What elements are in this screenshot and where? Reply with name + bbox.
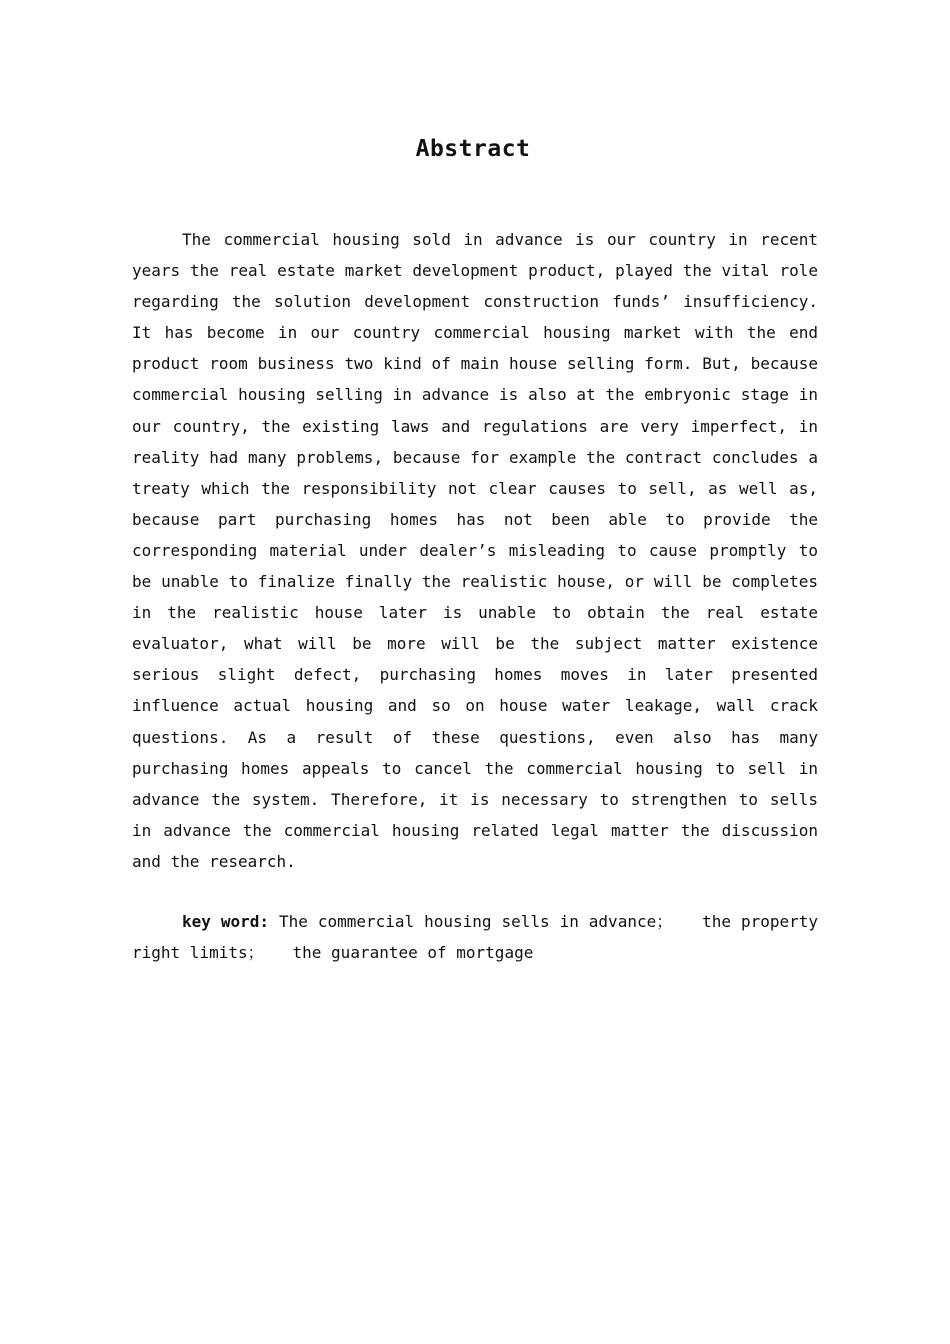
abstract-title: Abstract [415,136,531,162]
abstract-body: The commercial housing sold in advance is our country in recent years the real estate market development product, played the vital role regarding the solution development construction funds’ insufficiency. It has become in our country commercial housing market with the end product room business two kind of main house selling form. But, because commercial housing selling in advance is also at the embryonic stage in our country, the existing laws and regulations are very imperfect, in reality had many problems, because for example the contract concludes a treaty which the responsibility not clear causes to sell, as well as, because part purchasing homes has not been able to provide the corresponding material under dealer’s misleading to cause promptly to be unable to finalize finally the realistic house, or will be completes in the realistic house later is unable to obtain the real estate evaluator, what will be more will be the subject matter existence serious slight defect, purchasing homes moves in later presented influence actual housing and so on house water leakage, wall crack questions. As a result of these questions, even also has many purchasing homes appeals to cancel the commercial housing to sell in advance the system. Therefore, it is necessary to strengthen to sells in advance the commercial housing related legal matter the discussion and the research. [132,230,818,871]
keyword-item: The commercial housing sells in advance； [278,912,673,931]
keywords-label: key word: [182,912,270,931]
keyword-item: the guarantee of mortgage [292,943,534,962]
keywords-paragraph [132,906,818,968]
keyword-item: the property right limits； [132,912,819,962]
